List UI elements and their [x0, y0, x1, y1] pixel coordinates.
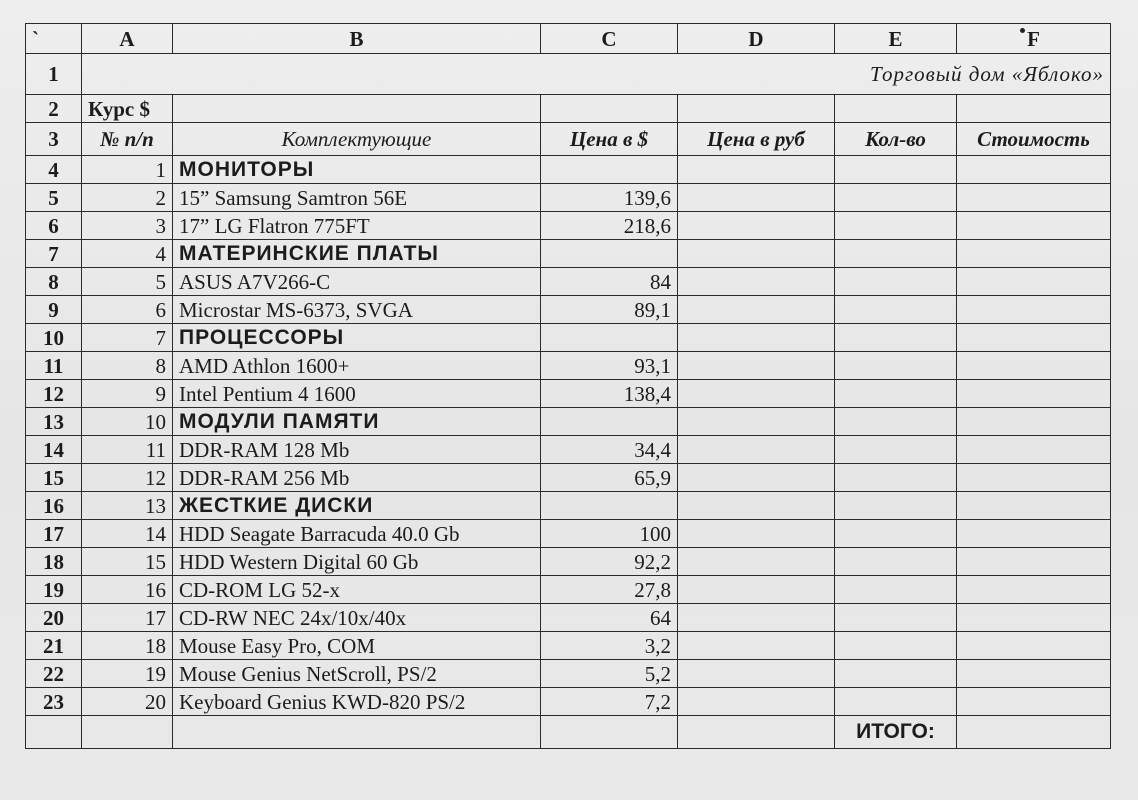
cell-cost[interactable] [957, 436, 1111, 464]
cell-cost[interactable] [957, 156, 1111, 184]
row-header[interactable]: 18 [26, 548, 82, 576]
cell-section-name[interactable]: МОДУЛИ ПАМЯТИ [173, 408, 541, 436]
cell-price-usd[interactable] [541, 324, 678, 352]
cell-price-usd[interactable]: 65,9 [541, 464, 678, 492]
cell-component[interactable]: HDD Western Digital 60 Gb [173, 548, 541, 576]
cell-cost[interactable] [957, 184, 1111, 212]
cell-price-usd[interactable]: 138,4 [541, 380, 678, 408]
cell-price-rub[interactable] [678, 352, 835, 380]
table-row [26, 632, 1111, 660]
cell-price-rub[interactable] [678, 324, 835, 352]
cell-price-rub[interactable] [678, 632, 835, 660]
cell-num[interactable]: 14 [82, 520, 173, 548]
cell-component[interactable]: CD-ROM LG 52-x [173, 576, 541, 604]
cell-qty[interactable] [835, 548, 957, 576]
table-row [26, 436, 1111, 464]
table-row [26, 156, 1111, 184]
row-header[interactable]: 23 [26, 688, 82, 716]
row-header[interactable]: 10 [26, 324, 82, 352]
row-header[interactable]: 15 [26, 464, 82, 492]
cell-cost[interactable] [957, 464, 1111, 492]
cell-qty[interactable] [835, 212, 957, 240]
cell-price-usd[interactable]: 100 [541, 520, 678, 548]
table-row [26, 324, 1111, 352]
table-row [26, 548, 1111, 576]
cell-price-rub[interactable] [678, 492, 835, 520]
cell-section-name[interactable]: МОНИТОРЫ [173, 156, 541, 184]
cell-cost[interactable] [957, 492, 1111, 520]
cell-qty[interactable] [835, 576, 957, 604]
column-header-d[interactable]: D [678, 24, 835, 54]
cell-price-rub[interactable] [678, 380, 835, 408]
cell-qty[interactable] [835, 464, 957, 492]
cell-component[interactable]: ASUS A7V266-C [173, 268, 541, 296]
row-header[interactable]: 3 [26, 123, 82, 156]
sheet-title[interactable]: Торговый дом «Яблоко» [82, 54, 1111, 95]
cell-component[interactable]: Intel Pentium 4 1600 [173, 380, 541, 408]
cell[interactable] [957, 95, 1111, 123]
table-row [26, 95, 1111, 123]
cell-cost[interactable] [957, 240, 1111, 268]
cell-cost[interactable] [957, 212, 1111, 240]
cell-cost[interactable] [957, 576, 1111, 604]
cell-price-rub[interactable] [678, 212, 835, 240]
cell-num[interactable]: 7 [82, 324, 173, 352]
cell[interactable] [957, 716, 1111, 749]
cell-price-usd[interactable] [541, 156, 678, 184]
column-header-a[interactable]: A [82, 24, 173, 54]
cell-price-rub[interactable] [678, 660, 835, 688]
cell-qty[interactable] [835, 660, 957, 688]
row-header[interactable]: 13 [26, 408, 82, 436]
table-row [26, 604, 1111, 632]
cell-price-usd[interactable]: 34,4 [541, 436, 678, 464]
row-header[interactable]: 20 [26, 604, 82, 632]
cell-component[interactable]: AMD Athlon 1600+ [173, 352, 541, 380]
table-row [26, 492, 1111, 520]
cell-qty[interactable] [835, 240, 957, 268]
cell-qty[interactable] [835, 632, 957, 660]
cell-qty[interactable] [835, 352, 957, 380]
cell-price-usd[interactable]: 5,2 [541, 660, 678, 688]
cell-cost[interactable] [957, 604, 1111, 632]
cell-num[interactable]: 6 [82, 296, 173, 324]
cell-qty[interactable] [835, 408, 957, 436]
cell-component[interactable]: DDR-RAM 256 Mb [173, 464, 541, 492]
table-row [26, 408, 1111, 436]
row-header[interactable]: 21 [26, 632, 82, 660]
header-component-cell[interactable]: Комплектующие [173, 123, 541, 156]
cell-qty[interactable] [835, 296, 957, 324]
cell-price-rub[interactable] [678, 408, 835, 436]
cell-price-rub[interactable] [678, 268, 835, 296]
cell-qty[interactable] [835, 324, 957, 352]
cell-price-rub[interactable] [678, 688, 835, 716]
cell-price-rub[interactable] [678, 436, 835, 464]
cell-section-name[interactable]: ПРОЦЕССОРЫ [173, 324, 541, 352]
cell-price-rub[interactable] [678, 604, 835, 632]
total-label-cell[interactable]: ИТОГО: [835, 716, 957, 749]
cell-price-usd[interactable]: 3,2 [541, 632, 678, 660]
cell[interactable] [541, 95, 678, 123]
cell[interactable] [678, 716, 835, 749]
cell-num[interactable]: 11 [82, 436, 173, 464]
table-row [26, 520, 1111, 548]
table-row [26, 688, 1111, 716]
cell-num[interactable]: 13 [82, 492, 173, 520]
cell-num[interactable]: 2 [82, 184, 173, 212]
cell-cost[interactable] [957, 688, 1111, 716]
row-header[interactable] [26, 716, 82, 749]
cell[interactable] [82, 716, 173, 749]
cell-price-rub[interactable] [678, 464, 835, 492]
cell[interactable] [835, 95, 957, 123]
row-header[interactable]: 19 [26, 576, 82, 604]
cell-component[interactable]: 17” LG Flatron 775FT [173, 212, 541, 240]
row-header[interactable]: 7 [26, 240, 82, 268]
cell-cost[interactable] [957, 548, 1111, 576]
total-row [26, 716, 1111, 749]
cell-qty[interactable] [835, 604, 957, 632]
cell-price-rub[interactable] [678, 156, 835, 184]
cell-num[interactable]: 15 [82, 548, 173, 576]
cell-cost[interactable] [957, 380, 1111, 408]
row-header[interactable]: 8 [26, 268, 82, 296]
cell-num[interactable]: 17 [82, 604, 173, 632]
row-header[interactable]: 11 [26, 352, 82, 380]
cell-num[interactable]: 12 [82, 464, 173, 492]
cell-price-usd[interactable]: 93,1 [541, 352, 678, 380]
cell-cost[interactable] [957, 352, 1111, 380]
cell-component[interactable]: Mouse Genius NetScroll, PS/2 [173, 660, 541, 688]
cell-price-rub[interactable] [678, 548, 835, 576]
cell-qty[interactable] [835, 492, 957, 520]
cell-price-usd[interactable]: 27,8 [541, 576, 678, 604]
row-header[interactable]: 14 [26, 436, 82, 464]
column-header-f[interactable]: F [957, 24, 1111, 54]
cell-num[interactable]: 18 [82, 632, 173, 660]
cell-component[interactable]: HDD Seagate Barracuda 40.0 Gb [173, 520, 541, 548]
column-header-e[interactable]: E [835, 24, 957, 54]
cell-num[interactable]: 9 [82, 380, 173, 408]
row-header[interactable]: 6 [26, 212, 82, 240]
column-header-b[interactable]: B [173, 24, 541, 54]
table-row [26, 660, 1111, 688]
cell-qty[interactable] [835, 520, 957, 548]
table-row [26, 296, 1111, 324]
row-header[interactable]: 17 [26, 520, 82, 548]
table-row [26, 240, 1111, 268]
cell-price-rub[interactable] [678, 520, 835, 548]
rate-label-cell[interactable]: Курс $ [82, 95, 173, 123]
table-row [26, 184, 1111, 212]
cell[interactable] [173, 95, 541, 123]
cell-num[interactable]: 19 [82, 660, 173, 688]
table-row [26, 352, 1111, 380]
cell-price-usd[interactable] [541, 492, 678, 520]
cell-cost[interactable] [957, 520, 1111, 548]
cell-component[interactable]: CD-RW NEC 24x/10x/40x [173, 604, 541, 632]
cell-num[interactable]: 3 [82, 212, 173, 240]
row-header[interactable]: 12 [26, 380, 82, 408]
row-header[interactable]: 1 [26, 54, 82, 95]
cell-price-usd[interactable]: 92,2 [541, 548, 678, 576]
table-row [26, 123, 1111, 156]
cell-price-usd[interactable] [541, 240, 678, 268]
cell-num[interactable]: 4 [82, 240, 173, 268]
cell-price-usd[interactable]: 89,1 [541, 296, 678, 324]
header-qty-cell[interactable]: Кол-во [835, 123, 957, 156]
row-header[interactable]: 9 [26, 296, 82, 324]
cell-price-rub[interactable] [678, 240, 835, 268]
cell-qty[interactable] [835, 268, 957, 296]
cell-component[interactable]: Keyboard Genius KWD-820 PS/2 [173, 688, 541, 716]
cell-num[interactable]: 5 [82, 268, 173, 296]
cell-component[interactable]: DDR-RAM 128 Mb [173, 436, 541, 464]
cell-price-rub[interactable] [678, 184, 835, 212]
column-header-row [26, 24, 1111, 54]
row-header[interactable]: 22 [26, 660, 82, 688]
table-row [26, 380, 1111, 408]
cell-component[interactable]: Microstar MS-6373, SVGA [173, 296, 541, 324]
cell-cost[interactable] [957, 324, 1111, 352]
column-header-c[interactable]: C [541, 24, 678, 54]
cell-num[interactable]: 16 [82, 576, 173, 604]
cell[interactable] [173, 716, 541, 749]
cell-cost[interactable] [957, 632, 1111, 660]
header-price-usd-cell[interactable]: Цена в $ [541, 123, 678, 156]
cell-price-rub[interactable] [678, 576, 835, 604]
cell-cost[interactable] [957, 296, 1111, 324]
row-header[interactable]: 2 [26, 95, 82, 123]
cell-cost[interactable] [957, 268, 1111, 296]
cell-num[interactable]: 1 [82, 156, 173, 184]
table-row [26, 576, 1111, 604]
cell-qty[interactable] [835, 688, 957, 716]
cell-qty[interactable] [835, 184, 957, 212]
header-cost-cell[interactable]: Стоимость [957, 123, 1111, 156]
cell-num[interactable]: 8 [82, 352, 173, 380]
cell-price-usd[interactable]: 7,2 [541, 688, 678, 716]
cell-qty[interactable] [835, 380, 957, 408]
table-row [26, 268, 1111, 296]
cell-qty[interactable] [835, 436, 957, 464]
cell-price-usd[interactable]: 84 [541, 268, 678, 296]
cell-price-usd[interactable]: 64 [541, 604, 678, 632]
cell-section-name[interactable]: МАТЕРИНСКИЕ ПЛАТЫ [173, 240, 541, 268]
cell-component[interactable]: 15” Samsung Samtron 56E [173, 184, 541, 212]
table-row [26, 464, 1111, 492]
cell-component[interactable]: Mouse Easy Pro, COM [173, 632, 541, 660]
cell-price-usd[interactable] [541, 408, 678, 436]
cell-price-rub[interactable] [678, 296, 835, 324]
cell-section-name[interactable]: ЖЕСТКИЕ ДИСКИ [173, 492, 541, 520]
table-row [26, 212, 1111, 240]
cell-cost[interactable] [957, 660, 1111, 688]
cell-qty[interactable] [835, 156, 957, 184]
row-header[interactable]: 16 [26, 492, 82, 520]
row-header[interactable]: 4 [26, 156, 82, 184]
header-num-cell[interactable]: № п/п [82, 123, 173, 156]
cell-cost[interactable] [957, 408, 1111, 436]
cell-price-usd[interactable]: 139,6 [541, 184, 678, 212]
header-price-rub-cell[interactable]: Цена в руб [678, 123, 835, 156]
cell-price-usd[interactable]: 218,6 [541, 212, 678, 240]
row-header[interactable]: 5 [26, 184, 82, 212]
spreadsheet-grid [25, 23, 1111, 749]
cell[interactable] [678, 95, 835, 123]
cell-num[interactable]: 20 [82, 688, 173, 716]
cell-num[interactable]: 10 [82, 408, 173, 436]
cell[interactable] [541, 716, 678, 749]
table-row [26, 54, 1111, 95]
select-all-corner[interactable]: ` [26, 24, 82, 54]
